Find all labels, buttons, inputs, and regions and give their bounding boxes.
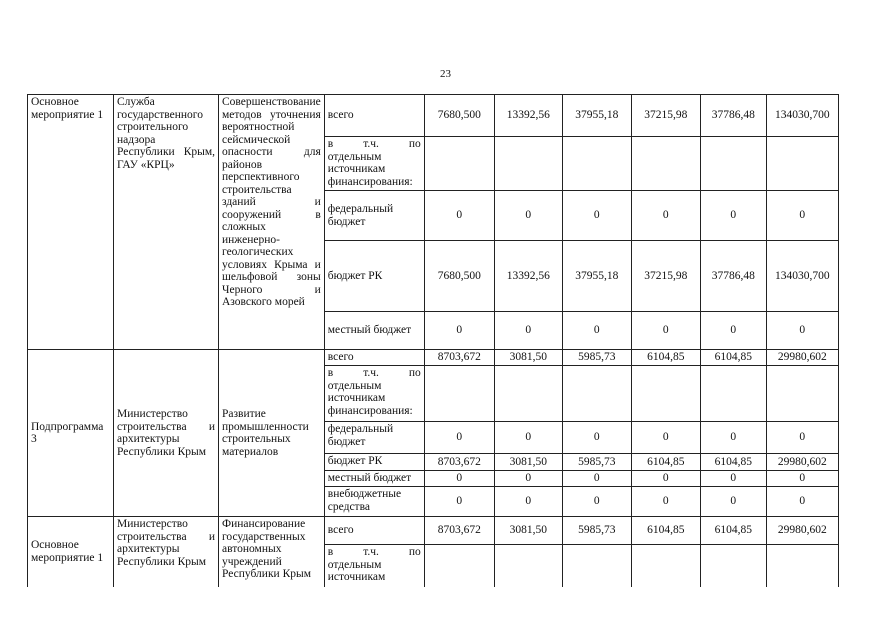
value-cell	[494, 545, 562, 587]
measure-cell: Основное мероприятие 1	[28, 95, 114, 350]
table-row	[28, 350, 839, 366]
measure-cell: Основное мероприятие 1	[28, 517, 114, 587]
value-cell: 0	[700, 191, 766, 241]
value-cell	[631, 137, 700, 191]
value-cell	[494, 366, 562, 422]
value-cell: 3081,50	[494, 454, 562, 471]
value-cell	[766, 137, 838, 191]
value-cell: 6104,85	[631, 350, 700, 366]
value-cell: 0	[631, 191, 700, 241]
value-cell: 8703,672	[424, 517, 494, 545]
value-cell: 0	[631, 471, 700, 487]
value-cell: 0	[494, 312, 562, 350]
value-cell: 0	[562, 422, 631, 454]
source-label: федеральный бюджет	[324, 422, 424, 454]
value-cell: 0	[494, 191, 562, 241]
value-cell	[766, 366, 838, 422]
source-label: всего	[324, 350, 424, 366]
description-cell: Развитие промышленности строительных материалов	[219, 350, 325, 517]
value-cell: 0	[700, 487, 766, 517]
value-cell	[631, 545, 700, 587]
financing-table	[27, 94, 839, 587]
value-cell: 0	[562, 471, 631, 487]
value-cell: 0	[424, 191, 494, 241]
executor-cell: Министерство строительства и архитектуры Республики Крым	[114, 517, 219, 587]
value-cell	[631, 366, 700, 422]
value-cell: 29980,602	[766, 454, 838, 471]
value-cell: 0	[424, 487, 494, 517]
measure-cell: Подпрограмма 3	[28, 350, 114, 517]
value-cell: 6104,85	[631, 454, 700, 471]
value-cell: 0	[424, 312, 494, 350]
source-label: внебюджетные средства	[324, 487, 424, 517]
value-cell: 37215,98	[631, 241, 700, 312]
value-cell: 0	[424, 422, 494, 454]
description-cell: Финансирование государственных автономных учреждений Республики Крым	[219, 517, 325, 587]
source-label: федеральный бюджет	[324, 191, 424, 241]
source-label: в т.ч. по отдельным источникам финансирования:	[324, 366, 424, 422]
value-cell: 0	[562, 191, 631, 241]
value-cell: 37955,18	[562, 241, 631, 312]
page-number: 23	[440, 68, 451, 80]
value-cell	[494, 137, 562, 191]
value-cell: 29980,602	[766, 517, 838, 545]
value-cell	[766, 545, 838, 587]
value-cell: 13392,56	[494, 95, 562, 137]
value-cell: 6104,85	[700, 350, 766, 366]
value-cell: 0	[562, 487, 631, 517]
value-cell: 0	[766, 471, 838, 487]
value-cell: 5985,73	[562, 517, 631, 545]
source-label: в т.ч. по отдельным источникам	[324, 545, 424, 587]
table-row	[28, 95, 839, 137]
value-cell: 0	[631, 487, 700, 517]
value-cell: 0	[562, 312, 631, 350]
value-cell: 0	[631, 422, 700, 454]
executor-cell: Министерство строительства и архитектуры Республики Крым	[114, 350, 219, 517]
value-cell: 0	[631, 312, 700, 350]
value-cell: 134030,700	[766, 241, 838, 312]
value-cell: 0	[424, 471, 494, 487]
value-cell: 37786,48	[700, 241, 766, 312]
value-cell: 8703,672	[424, 454, 494, 471]
source-label: бюджет РК	[324, 241, 424, 312]
value-cell	[700, 545, 766, 587]
value-cell	[562, 545, 631, 587]
value-cell: 0	[766, 422, 838, 454]
value-cell: 0	[700, 312, 766, 350]
value-cell: 134030,700	[766, 95, 838, 137]
value-cell: 7680,500	[424, 95, 494, 137]
source-label: местный бюджет	[324, 471, 424, 487]
value-cell: 6104,85	[700, 454, 766, 471]
value-cell: 5985,73	[562, 350, 631, 366]
table-row	[28, 517, 839, 545]
source-label: всего	[324, 95, 424, 137]
value-cell	[700, 137, 766, 191]
value-cell: 13392,56	[494, 241, 562, 312]
value-cell: 0	[494, 487, 562, 517]
value-cell: 0	[494, 422, 562, 454]
value-cell: 6104,85	[631, 517, 700, 545]
source-label: всего	[324, 517, 424, 545]
value-cell: 8703,672	[424, 350, 494, 366]
value-cell: 7680,500	[424, 241, 494, 312]
value-cell	[424, 545, 494, 587]
value-cell: 5985,73	[562, 454, 631, 471]
value-cell: 6104,85	[700, 517, 766, 545]
value-cell	[424, 137, 494, 191]
value-cell: 0	[700, 471, 766, 487]
value-cell: 37955,18	[562, 95, 631, 137]
value-cell	[562, 366, 631, 422]
source-label: в т.ч. по отдельным источникам финансирования:	[324, 137, 424, 191]
value-cell: 0	[494, 471, 562, 487]
source-label: бюджет РК	[324, 454, 424, 471]
executor-cell: Служба государственного строительного надзора Республики Крым, ГАУ «КРЦ»	[114, 95, 219, 350]
value-cell	[424, 366, 494, 422]
value-cell: 3081,50	[494, 517, 562, 545]
value-cell: 0	[700, 422, 766, 454]
value-cell: 29980,602	[766, 350, 838, 366]
value-cell	[562, 137, 631, 191]
description-cell: Совершенствование методов уточнения вероятностной сейсмической опасности для районов перспективного строительства зданий и сооружений в сложных инженерно-геологических условиях Крыма и шельфовой зоны Черного и Азовского морей	[219, 95, 325, 350]
value-cell: 3081,50	[494, 350, 562, 366]
value-cell: 37786,48	[700, 95, 766, 137]
value-cell: 37215,98	[631, 95, 700, 137]
source-label: местный бюджет	[324, 312, 424, 350]
value-cell	[700, 366, 766, 422]
value-cell: 0	[766, 312, 838, 350]
value-cell: 0	[766, 191, 838, 241]
value-cell: 0	[766, 487, 838, 517]
